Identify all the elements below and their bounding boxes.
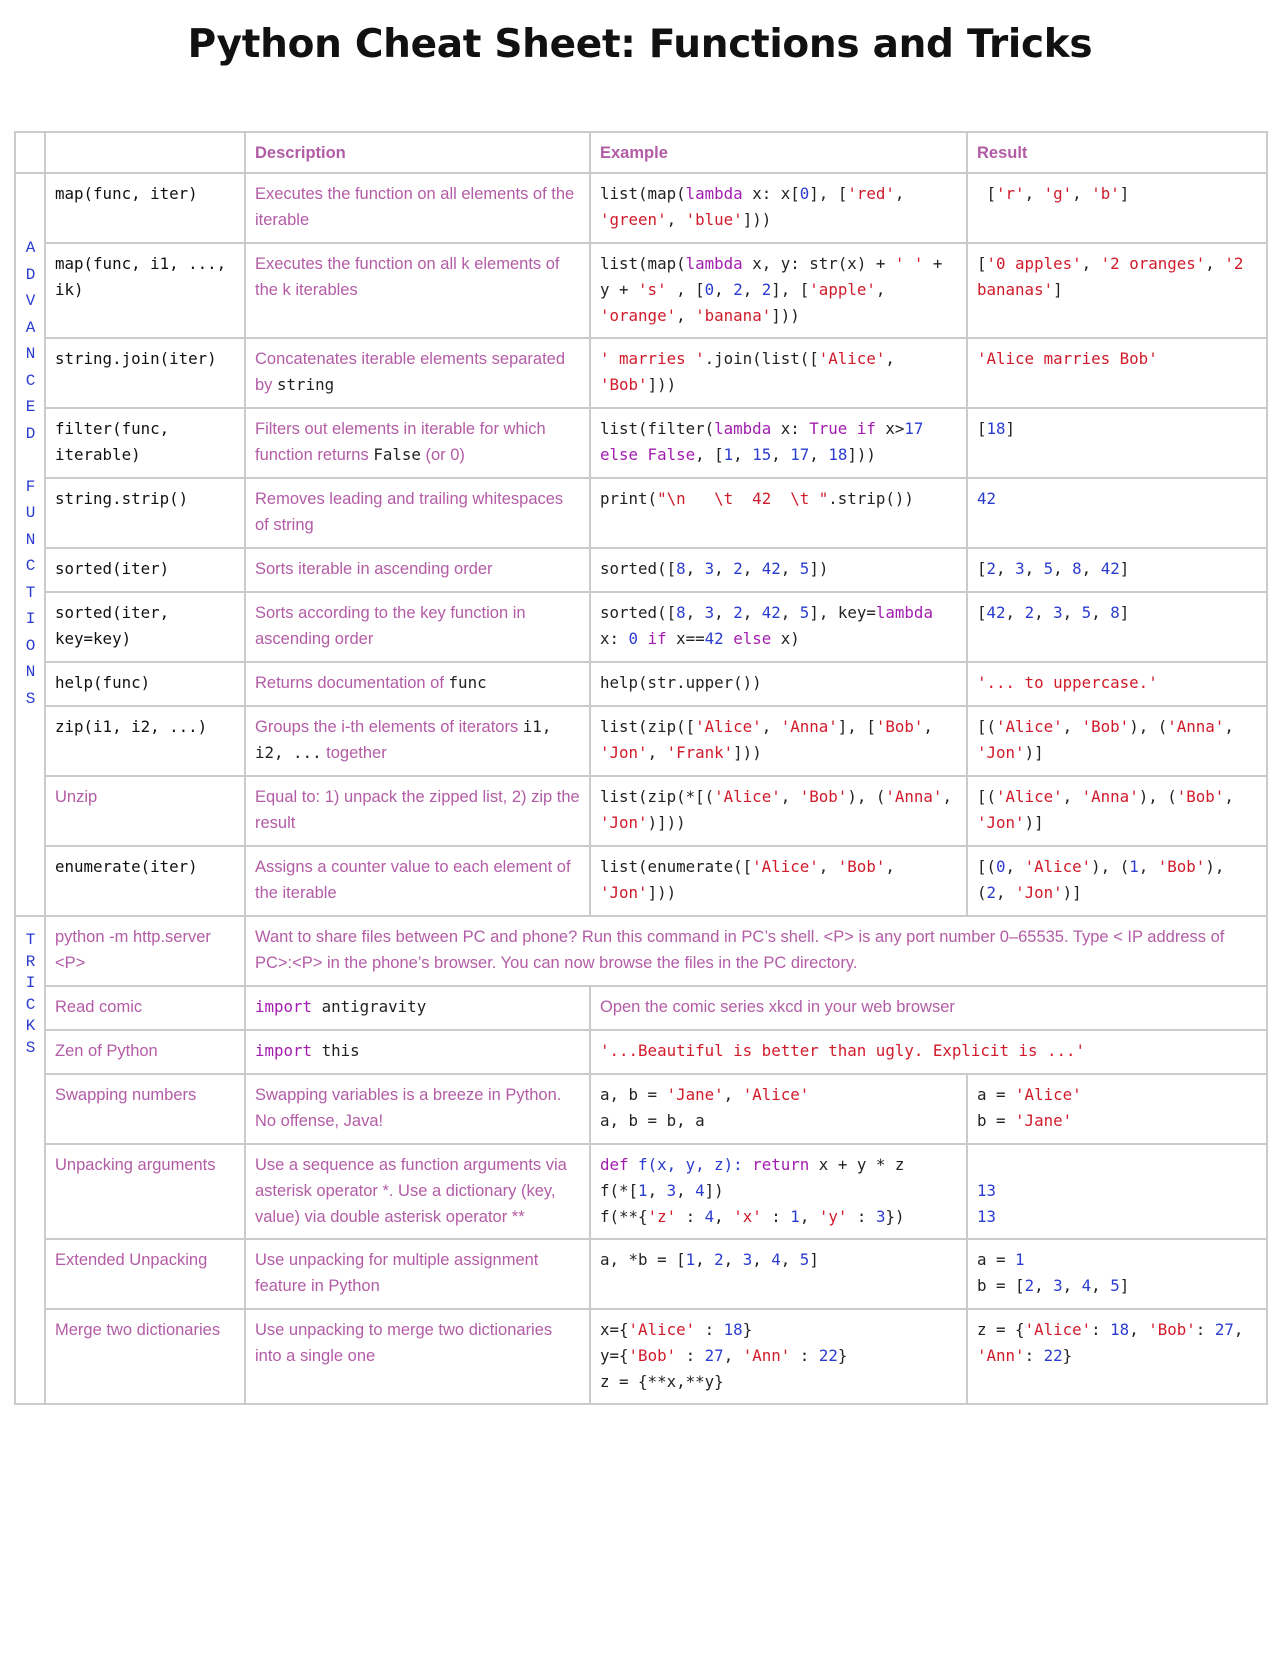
result-cell: 42 — [967, 478, 1267, 548]
function-cell: zip(i1, i2, ...) — [45, 706, 245, 776]
table-row — [15, 1074, 1267, 1144]
example-cell: a, b = 'Jane', 'Alice' a, b = b, a — [590, 1074, 967, 1144]
tricks-label — [25, 924, 36, 1059]
side-label-letter: E — [25, 398, 36, 416]
description-cell: Removes leading and trailing whitespaces of string — [245, 478, 590, 548]
result-cell: 'Alice marries Bob' — [967, 338, 1267, 408]
side-label-letter: T — [25, 931, 36, 949]
description-cell: Swapping variables is a breeze in Python. No offense, Java! — [245, 1074, 590, 1144]
table-row — [15, 986, 1267, 1030]
side-label-letter — [25, 447, 36, 474]
example-cell: import antigravity — [245, 986, 590, 1030]
table-row — [15, 592, 1267, 662]
result-cell: ['0 apples', '2 oranges', '2 bananas'] — [967, 243, 1267, 338]
function-cell: Extended Unpacking — [45, 1239, 245, 1309]
side-label-letter: A — [25, 239, 36, 257]
table-row — [15, 1030, 1267, 1074]
example-cell: help(str.upper()) — [590, 662, 967, 706]
side-label-letter: C — [25, 995, 36, 1014]
function-header — [45, 132, 245, 173]
example-header: Example — [590, 132, 967, 173]
side-label-letter: F — [25, 477, 36, 496]
table-row — [15, 706, 1267, 776]
description-cell: Want to share files between PC and phone? Run this command in PC’s shell. <P> is any port number 0–65535. Type < IP address of PC>:<P> in the phone’s browser. You can now browse the files in the PC directory. — [245, 916, 1267, 986]
example-cell: list(map(lambda x: x[0], ['red', 'green', 'blue'])) — [590, 173, 967, 243]
side-label-letter: S — [25, 689, 36, 708]
table-row — [15, 243, 1267, 338]
side-label-tricks — [15, 916, 45, 1404]
result-cell: a = 'Alice' b = 'Jane' — [967, 1074, 1267, 1144]
description-cell: Use a sequence as function arguments via asterisk operator *. Use a dictionary (key, value) via double asterisk operator ** — [245, 1144, 590, 1239]
table-row — [15, 338, 1267, 408]
description-cell: Assigns a counter value to each element of the iterable — [245, 846, 590, 916]
result-cell: [42, 2, 3, 5, 8] — [967, 592, 1267, 662]
example-cell: print("\n \t 42 \t ".strip()) — [590, 478, 967, 548]
result-cell: [2, 3, 5, 8, 42] — [967, 548, 1267, 592]
side-label-letter: N — [25, 345, 36, 363]
table-row — [15, 1309, 1267, 1404]
table-row — [15, 846, 1267, 916]
function-cell: filter(func, iterable) — [45, 408, 245, 478]
side-label-letter: S — [25, 1038, 36, 1057]
description-cell: Use unpacking to merge two dictionaries into a single one — [245, 1309, 590, 1404]
side-label-letter: N — [25, 663, 36, 681]
function-cell: Unpacking arguments — [45, 1144, 245, 1239]
header-row — [15, 132, 1267, 173]
function-cell: string.join(iter) — [45, 338, 245, 408]
description-cell: Executes the function on all elements of the iterable — [245, 173, 590, 243]
function-cell: python -m http.server <P> — [45, 916, 245, 986]
table-row — [15, 776, 1267, 846]
function-cell: Zen of Python — [45, 1030, 245, 1074]
side-label-letter: R — [25, 952, 36, 971]
description-cell: Equal to: 1) unpack the zipped list, 2) zip the result — [245, 776, 590, 846]
example-cell: a, *b = [1, 2, 3, 4, 5] — [590, 1239, 967, 1309]
result-cell: a = 1 b = [2, 3, 4, 5] — [967, 1239, 1267, 1309]
example-cell: x={'Alice' : 18} y={'Bob' : 27, 'Ann' : 22} z = {**x,**y} — [590, 1309, 967, 1404]
result-cell: Open the comic series xkcd in your web browser — [590, 986, 1267, 1030]
description-cell: Returns documentation of func — [245, 662, 590, 706]
result-cell: [18] — [967, 408, 1267, 478]
function-cell: Read comic — [45, 986, 245, 1030]
side-label-letter: U — [25, 504, 36, 522]
description-cell: Sorts iterable in ascending order — [245, 548, 590, 592]
side-label-letter: A — [25, 318, 36, 337]
side-label-letter: C — [25, 557, 36, 575]
table-row — [15, 548, 1267, 592]
example-cell: list(map(lambda x, y: str(x) + ' ' + y + 's' , [0, 2, 2], ['apple', 'orange', 'banana'])) — [590, 243, 967, 338]
result-header: Result — [967, 132, 1267, 173]
cheat-sheet-table — [14, 131, 1268, 1405]
function-cell: map(func, iter) — [45, 173, 245, 243]
description-cell: Sorts according to the key function in ascending order — [245, 592, 590, 662]
side-label-letter: V — [25, 292, 36, 310]
function-cell: enumerate(iter) — [45, 846, 245, 916]
example-cell: ' marries '.join(list(['Alice', 'Bob'])) — [590, 338, 967, 408]
side-label-letter: T — [25, 583, 36, 602]
description-cell: Executes the function on all k elements of the k iterables — [245, 243, 590, 338]
example-cell: list(zip(*[('Alice', 'Bob'), ('Anna', 'Jon')])) — [590, 776, 967, 846]
table-row — [15, 1239, 1267, 1309]
side-label-letter: O — [25, 636, 36, 655]
table-row — [15, 1144, 1267, 1239]
corner-cell — [15, 132, 45, 173]
function-cell: sorted(iter) — [45, 548, 245, 592]
page-title: Python Cheat Sheet: Functions and Tricks — [187, 22, 1093, 67]
table-row — [15, 408, 1267, 478]
example-cell: sorted([8, 3, 2, 42, 5]) — [590, 548, 967, 592]
side-label-letter: I — [25, 974, 36, 992]
description-cell: Groups the i-th elements of iterators i1, i2, ... together — [245, 706, 590, 776]
side-label-letter: K — [25, 1017, 36, 1035]
function-cell: Merge two dictionaries — [45, 1309, 245, 1404]
function-cell: sorted(iter, key=key) — [45, 592, 245, 662]
result-cell: [(0, 'Alice'), (1, 'Bob'), (2, 'Jon')] — [967, 846, 1267, 916]
side-label-letter: D — [25, 424, 36, 443]
result-cell: 13 13 — [967, 1144, 1267, 1239]
example-cell: sorted([8, 3, 2, 42, 5], key=lambda x: 0 if x==42 else x) — [590, 592, 967, 662]
example-cell: list(enumerate(['Alice', 'Bob', 'Jon'])) — [590, 846, 967, 916]
description-header: Description — [245, 132, 590, 173]
side-label-letter: D — [25, 265, 36, 284]
side-label-letter: C — [25, 371, 36, 390]
result-cell: [('Alice', 'Anna'), ('Bob', 'Jon')] — [967, 776, 1267, 846]
side-label-letter: N — [25, 530, 36, 549]
side-label-advanced-functions — [15, 173, 45, 916]
example-cell: list(zip(['Alice', 'Anna'], ['Bob', 'Jon', 'Frank'])) — [590, 706, 967, 776]
result-cell: z = {'Alice': 18, 'Bob': 27, 'Ann': 22} — [967, 1309, 1267, 1404]
advanced-functions-label — [25, 181, 36, 712]
function-cell: string.strip() — [45, 478, 245, 548]
function-cell: Swapping numbers — [45, 1074, 245, 1144]
description-cell: Filters out elements in iterable for which function returns False (or 0) — [245, 408, 590, 478]
result-cell: '... to uppercase.' — [967, 662, 1267, 706]
example-cell: def f(x, y, z): return x + y * z f(*[1, 3, 4]) f(**{'z' : 4, 'x' : 1, 'y' : 3}) — [590, 1144, 967, 1239]
result-cell: [('Alice', 'Bob'), ('Anna', 'Jon')] — [967, 706, 1267, 776]
result-cell: ['r', 'g', 'b'] — [967, 173, 1267, 243]
example-cell: import this — [245, 1030, 590, 1074]
table-row — [15, 916, 1267, 986]
function-cell: Unzip — [45, 776, 245, 846]
description-cell: Use unpacking for multiple assignment feature in Python — [245, 1239, 590, 1309]
function-cell: help(func) — [45, 662, 245, 706]
description-cell: Concatenates iterable elements separated by string — [245, 338, 590, 408]
side-label-letter: I — [25, 610, 36, 628]
table-row — [15, 662, 1267, 706]
function-cell: map(func, i1, ..., ik) — [45, 243, 245, 338]
table-row — [15, 173, 1267, 243]
example-cell: list(filter(lambda x: True if x>17 else False, [1, 15, 17, 18])) — [590, 408, 967, 478]
table-row — [15, 478, 1267, 548]
result-cell: '...Beautiful is better than ugly. Explicit is ...' — [590, 1030, 1267, 1074]
